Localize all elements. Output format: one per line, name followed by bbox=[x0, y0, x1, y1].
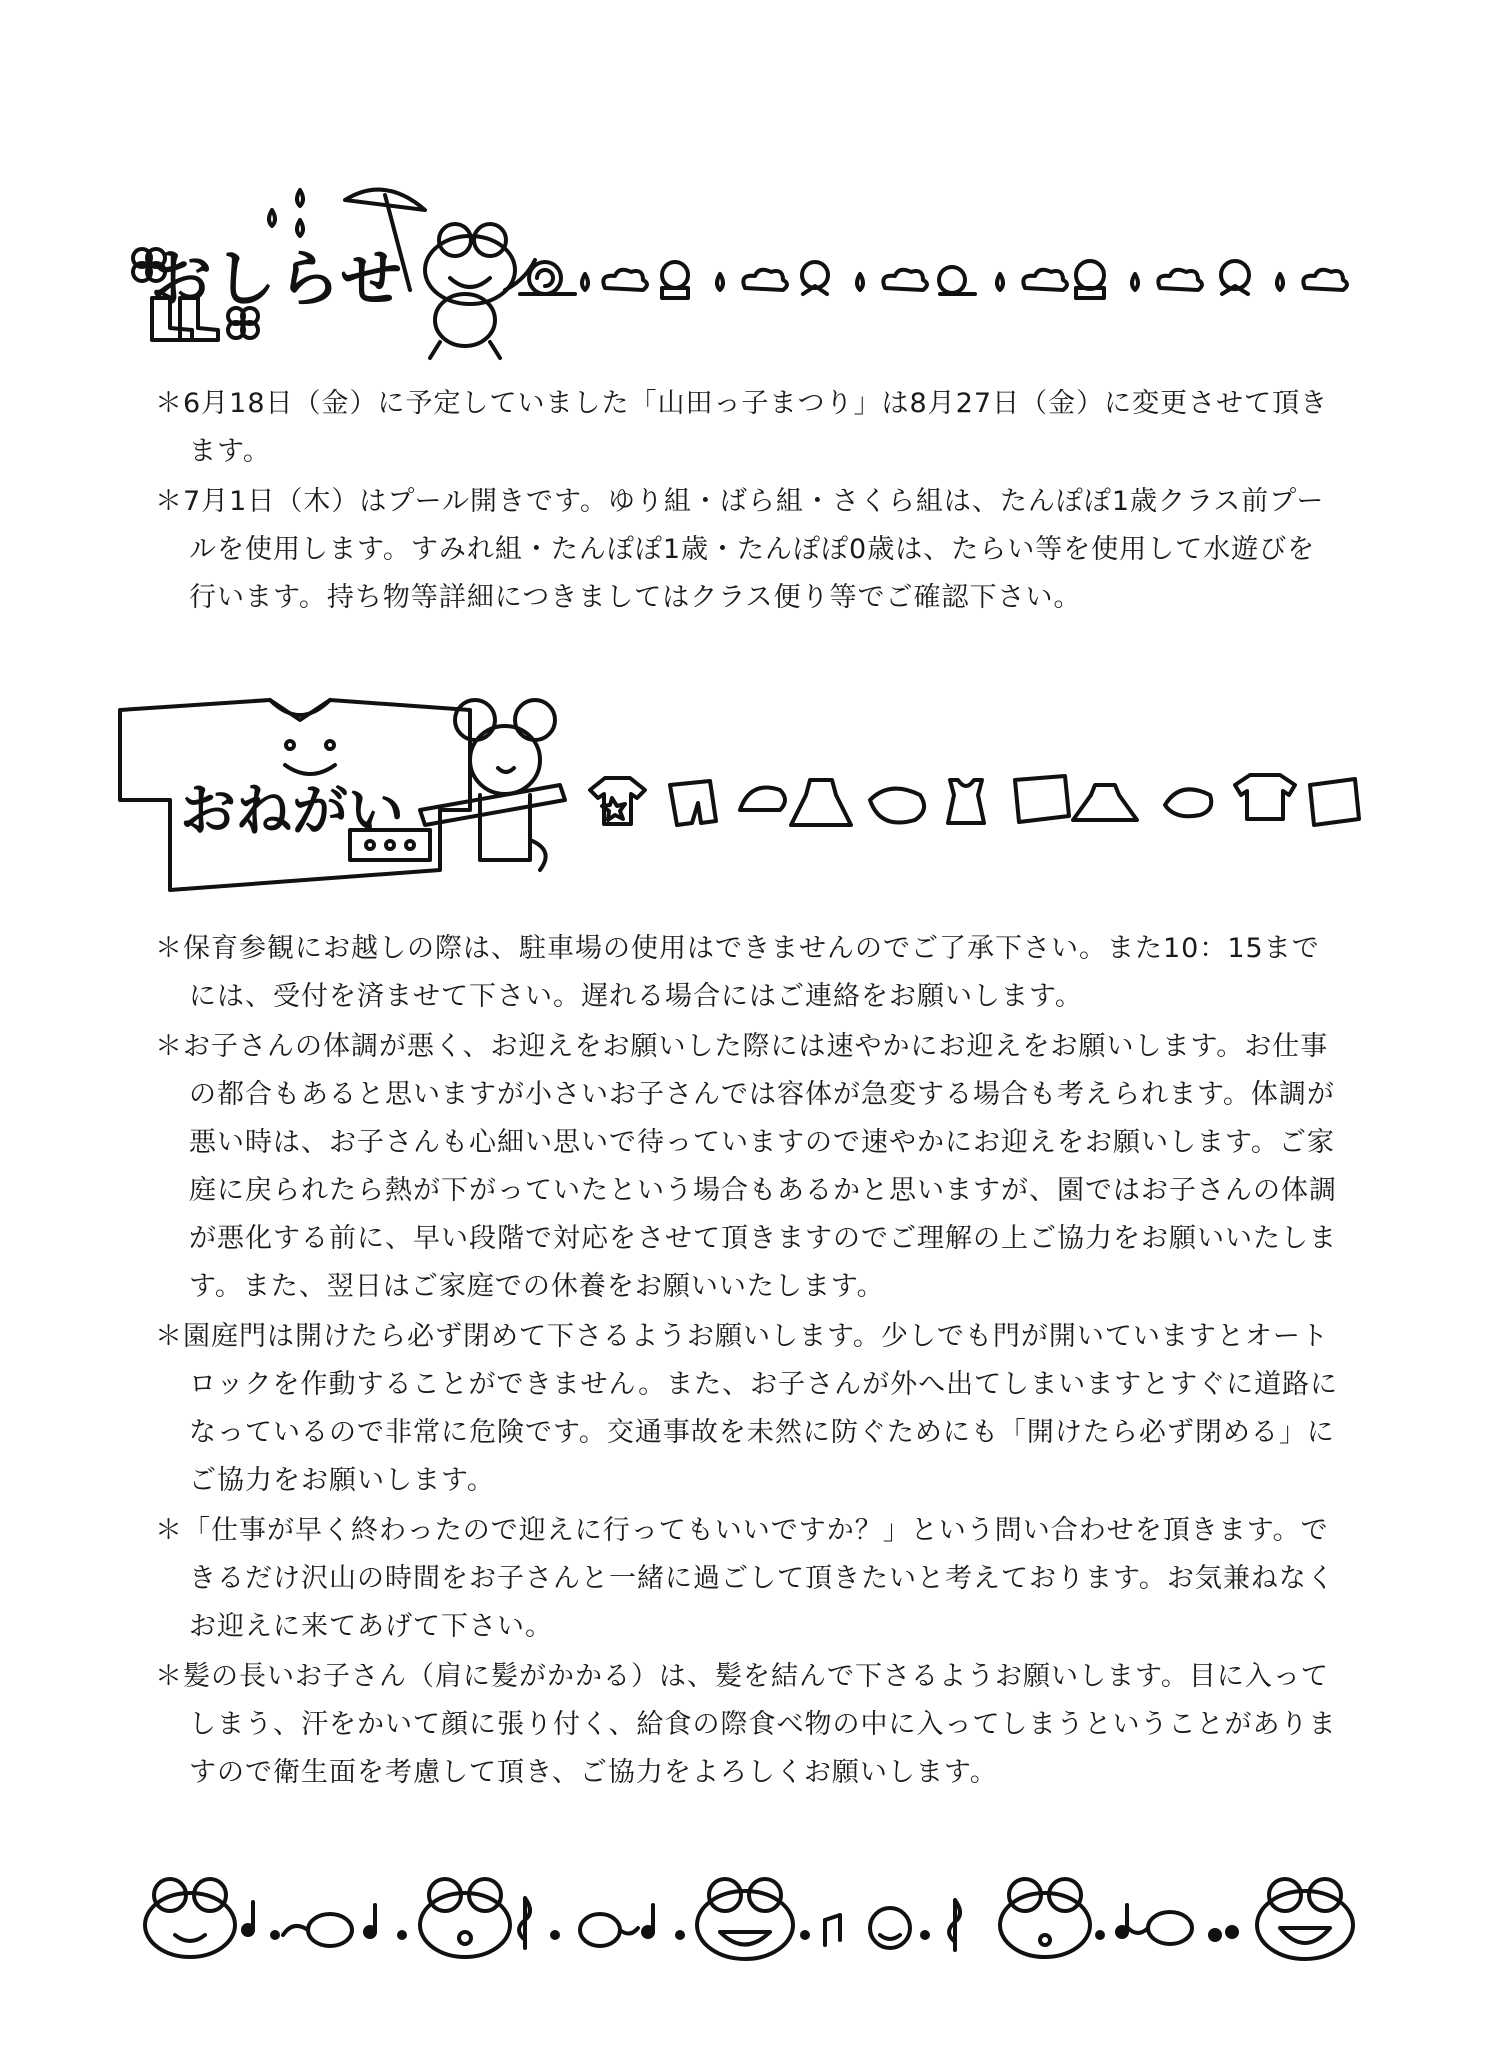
decorative-border bbox=[582, 261, 1347, 298]
footer-frog-music-border bbox=[0, 1860, 1493, 1980]
frog-icon bbox=[425, 224, 535, 358]
treble-clef-icon bbox=[519, 1898, 530, 1948]
tadpole-icon bbox=[1128, 1912, 1192, 1944]
tadpole-icon bbox=[870, 1908, 910, 1948]
onegai-item: ＊園庭門は開けたら必ず閉めて下さるようお願いします。少しでも門が開いていますとオートロックを作動することができません。また、お子さんが外へ出てしまいますとすぐに道路になっているので非常に危険です。交通事故を未然に防ぐためにも「開けたら必ず閉める」にご協力をお願いします。 bbox=[155, 1321, 1339, 1496]
music-note-icon bbox=[1210, 1927, 1237, 1940]
treble-clef-icon bbox=[949, 1900, 960, 1950]
onegai-item: ＊お子さんの体調が悪く、お迎えをお願いした際には速やかにお迎えをお願いします。お仕事の都合もあると思いますが小さいお子さんでは容体が急変する場合も考えられます。体調が悪い時は、お子さんも心細い思いで待っていますので速やかにお迎えをお願いします。ご家庭に戻られたら熱が下がっていたという場合もあるかと思いますが、園ではお子さんの体調が悪化する前に、早い段階で対応をさせて頂きますのでご理解の上ご協力をお願いいたします。また、翌日はご家庭での休養をお願いいたします。 bbox=[155, 1031, 1337, 1302]
music-note-icon bbox=[1117, 1905, 1127, 1937]
tadpole-icon bbox=[283, 1914, 352, 1946]
music-note-icon bbox=[825, 1915, 840, 1945]
oshirase-section bbox=[155, 380, 1340, 624]
frog-icon bbox=[1000, 1879, 1090, 1957]
decorative-border bbox=[590, 775, 1359, 825]
onegai-section bbox=[155, 925, 1340, 1799]
onegai-title: おねがい bbox=[180, 779, 404, 844]
onegai-item: ＊「仕事が早く終わったので迎えに行ってもいいですか？」という問い合わせを頂きます。できるだけ沢山の時間をお子さんと一緒に過ごして頂きたいと考えております。お気兼ねなくお迎えに来てあげて下さい。 bbox=[155, 1515, 1335, 1642]
frog-icon bbox=[697, 1879, 793, 1959]
frog-icon bbox=[1257, 1879, 1353, 1959]
tadpole-icon bbox=[580, 1914, 638, 1946]
oshirase-item: ＊6月18日（金）に予定していました「山田っ子まつり」は8月27日（金）に変更させて頂きます。 bbox=[155, 388, 1329, 467]
music-note-icon bbox=[643, 1905, 653, 1937]
oshirase-title: おしらせ bbox=[150, 242, 405, 315]
oshirase-item: ＊7月1日（木）はプール開きです。ゆり組・ばら組・さくら組は、たんぽぽ1歳クラス前プールを使用します。すみれ組・たんぽぽ1歳・たんぽぽ0歳は、たらい等を使用して水遊びを行います。持ち物等詳細につきましてはクラス便り等でご確認下さい。 bbox=[155, 486, 1325, 613]
onegai-item: ＊保育参観にお越しの際は、駐車場の使用はできませんのでご了承下さい。また10：15までには、受付を済ませて下さい。遅れる場合にはご連絡をお願いします。 bbox=[155, 933, 1320, 1012]
onegai-item: ＊髪の長いお子さん（肩に髪がかかる）は、髪を結んで下さるようお願いします。目に入ってしまう、汗をかいて顔に張り付く、給食の際食べ物の中に入ってしまうということがありますので衛生面を考慮して頂き、ご協力をよろしくお願いします。 bbox=[155, 1661, 1337, 1788]
onegai-header-illustration bbox=[0, 690, 1493, 910]
music-note-icon bbox=[243, 1902, 253, 1935]
frog-icon bbox=[420, 1879, 510, 1957]
frog-icon bbox=[145, 1879, 235, 1957]
oshirase-header-illustration bbox=[0, 170, 1493, 370]
music-note-icon bbox=[365, 1905, 375, 1937]
snail-icon bbox=[520, 262, 575, 294]
